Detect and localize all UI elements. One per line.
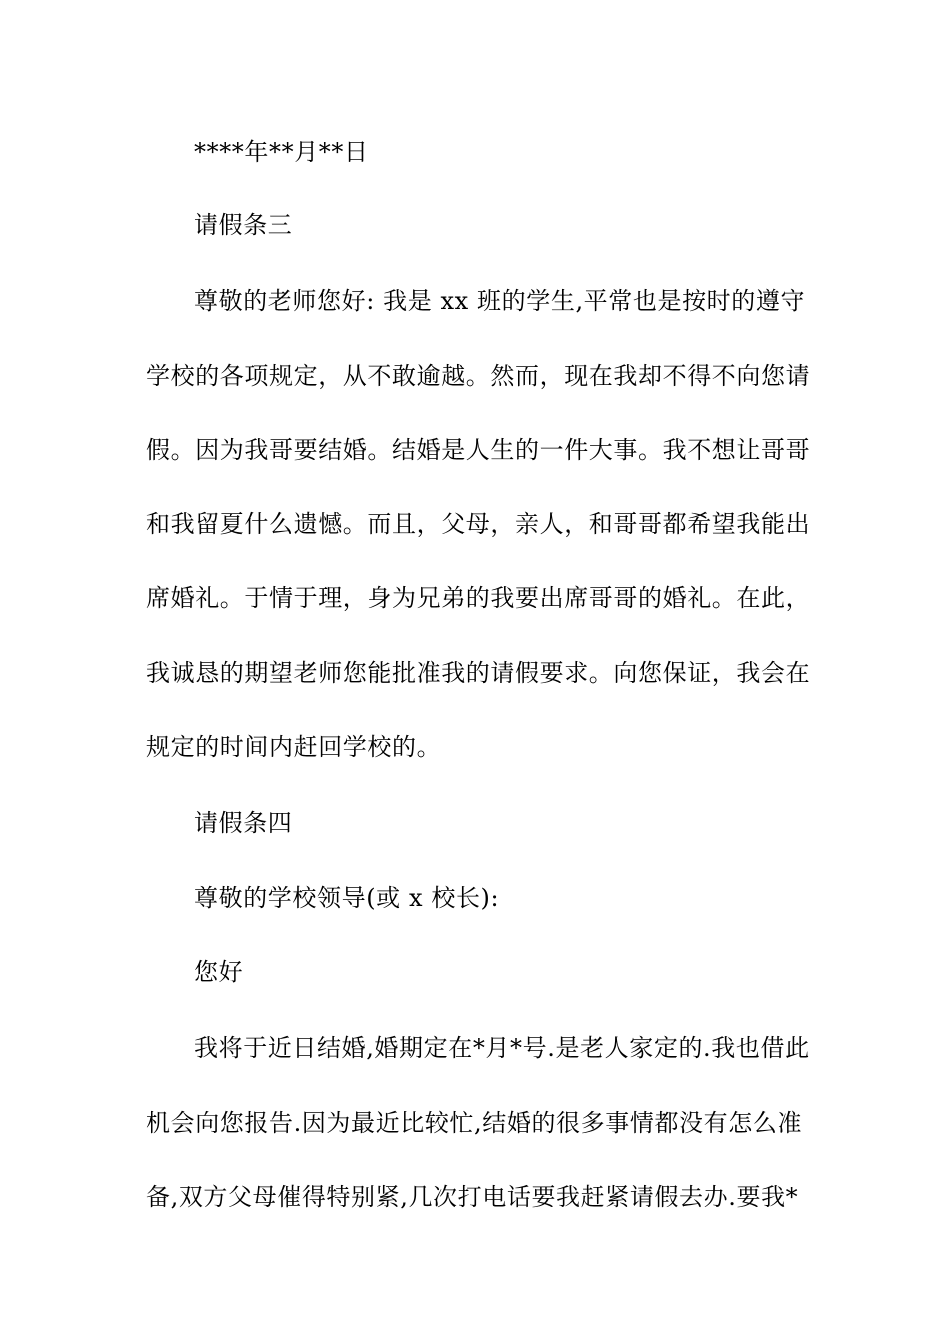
paragraph-line: 假。因为我哥要结婚。结婚是人生的一件大事。我不想让哥哥 (146, 436, 811, 464)
paragraph-line: 尊敬的老师您好: 我是 xx 班的学生,平常也是按时的遵守 (194, 287, 806, 315)
paragraph-line: 我将于近日结婚,婚期定在*月*号.是老人家定的.我也借此 (194, 1034, 810, 1062)
paragraph-line: 学校的各项规定，从不敢逾越。然而，现在我却不得不向您请 (146, 362, 811, 390)
section-title-leave-note-3: 请假条三 (194, 211, 293, 239)
section-title-leave-note-4: 请假条四 (194, 809, 293, 837)
paragraph-line: 席婚礼。于情于理，身为兄弟的我要出席哥哥的婚礼。在此， (146, 584, 811, 612)
paragraph-line: 规定的时间内赶回学校的。 (146, 733, 442, 761)
paragraph-line: 备,双方父母催得特别紧,几次打电话要我赶紧请假去办.要我* (146, 1183, 799, 1211)
paragraph-line: 机会向您报告.因为最近比较忙,结婚的很多事情都没有怎么准 (146, 1109, 803, 1137)
salutation: 尊敬的学校领导(或 x 校长): (194, 884, 500, 912)
date-line: ****年**月**日 (194, 138, 369, 166)
paragraph-line: 我诚恳的期望老师您能批准我的请假要求。向您保证，我会在 (146, 659, 811, 687)
greeting: 您好 (194, 958, 244, 986)
paragraph-line: 和我留夏什么遗憾。而且，父母，亲人，和哥哥都希望我能出 (146, 510, 811, 538)
